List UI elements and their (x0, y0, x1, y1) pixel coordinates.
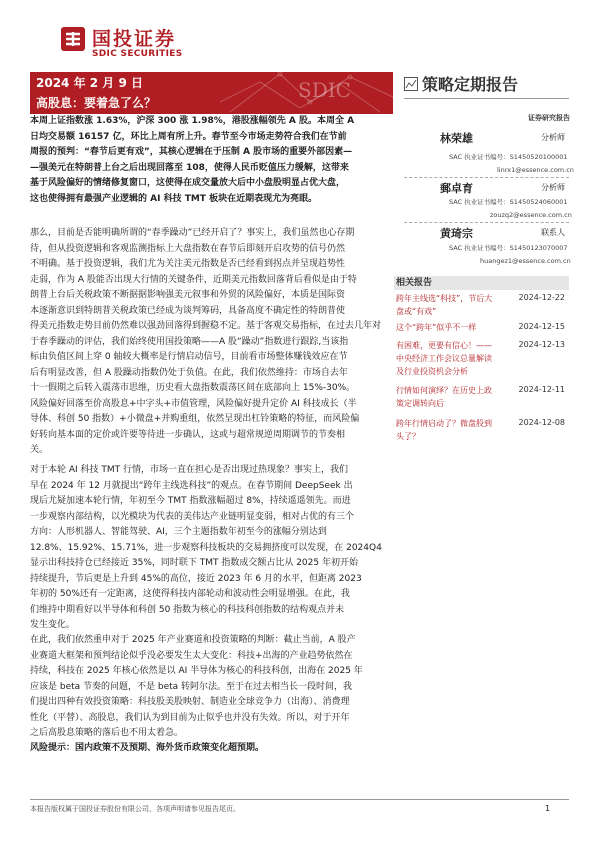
logo-text-en: SDIC SECURITIES (92, 49, 183, 59)
related-report-item[interactable] (394, 340, 569, 380)
related-report-date: 2024-12-22 (518, 293, 565, 302)
paragraph-summary (30, 114, 386, 207)
text-line: 走弱，作为 A 股能否出现大行情的关键条件，近期美元指数回落背后看似是由于特 (30, 274, 357, 285)
text-line: 十一假期之后转入震荡市思维，历史看大盘指数震荡区间在底部向上 15%-30%。 (30, 383, 356, 393)
text-line: 持续提升，节后更是上升到 45%的高位，接近 2023 年 6 月的水平，但距离 2023 (30, 573, 362, 584)
paragraph-body (30, 226, 386, 459)
related-report-item[interactable] (394, 293, 569, 321)
analyst-role: 联系人 (541, 228, 565, 237)
text-line: 好转向基本面的定价或许要等待进一步确认，这或与超常规逆周期调节的节奏相 (30, 429, 346, 440)
analyst-license: SAC 执业证书编号：S1450123070007 (449, 244, 568, 252)
page-number: 1 (545, 804, 551, 813)
related-report-item[interactable] (394, 322, 569, 336)
paragraph-body (30, 633, 386, 742)
divider (404, 98, 569, 99)
related-report-title: 策定调转向后 (396, 399, 444, 408)
text-line: 本周上证指数涨 1.63%，沪深 300 涨 1.98%，港股涨幅领先 A 股。本周全 A (30, 116, 355, 126)
text-line: 基于风险偏好的情绪修复窗口，这使得在成交量放大后中小盘股明显占优大盘， (30, 178, 346, 188)
text-line: 关。 (30, 445, 49, 455)
related-report-title: 头了？ (396, 432, 420, 441)
related-report-title: 盘或“有戏” (396, 307, 437, 316)
related-reports-title: 相关报告 (394, 276, 569, 290)
risk-warning-text: 风险提示：国内政策不及预期、海外货币政策变化超预期。 (30, 743, 265, 753)
related-report-title: 跨年行情启动了？微盘股到 (396, 419, 492, 428)
footer-disclaimer: 本报告版权属于国投证券股份有限公司，各项声明请参见报告尾页。 (30, 805, 240, 813)
text-line: 对于本轮 AI 科技 TMT 行情，市场一直在担心是否出现过热现象？事实上，我们 (30, 465, 349, 475)
text-line: 应该是 beta 节奏的问题，不是 beta 转阿尔法。至于在过去相当长一段时间，我 (30, 681, 353, 692)
related-report-title: 及行业投资机会分析 (396, 367, 468, 376)
related-report-title: 行情如何演绎？在历史上政 (396, 386, 492, 395)
text-line: 导体、科创 50 指数）+小微盘+并购重组，依然呈现出杠铃策略的特征，而风险偏 (30, 414, 360, 424)
text-line: 一步观察内部结构，以光模块为代表的美伟达产业链明显变弱，相对占优的有三个 (30, 511, 355, 522)
report-date: 2024 年 2 月 9 日 (36, 76, 143, 90)
divider (404, 222, 569, 223)
analyst-email[interactable]: zouzq2@essence.com.cn (490, 211, 572, 219)
text-line: 不明确。基于投资逻辑，我们尤为关注美元指数是否已经看到拐点并呈现趋势性 (30, 259, 346, 269)
related-report-title: 跨年主线选“科技”，节后大 (396, 294, 493, 303)
title-banner (30, 72, 393, 114)
text-line: 后有明显改善，但 A 股躁动指数仍处于负值。在此，我们依然维持：市场自去年 (30, 367, 348, 378)
paragraph-body (30, 463, 386, 634)
text-line: 日均交易额 16157 亿，环比上周有所上升。春节至今市场走势符合我们在节前 (30, 131, 347, 142)
text-line: 年初的 50%还有一定距离，这使得科技内部轮动和波动性会明显增强。在此，我 (30, 589, 350, 599)
text-line: —强美元在特朗普上台之后出现回落至 108，使得人民币贬值压力缓解，这带来 (30, 162, 349, 173)
related-report-date: 2024-12-08 (518, 418, 565, 427)
text-line: 标由负值区间上穿 0 轴较大概率是行情启动信号，目前看市场整体赚钱效应在节 (30, 352, 348, 362)
analyst-email[interactable]: huangez1@essence.com.cn (480, 257, 571, 265)
analyst-role: 分析师 (541, 183, 565, 192)
related-report-title: 有困难，更要有信心！—— (396, 341, 492, 350)
text-line: 待，但从投资逻辑和客观监测指标上大盘指数在春节后即刻开启攻势的信号仍然 (30, 243, 346, 254)
text-line: 现后尤疑加速本轮行情，年初至今 TMT 指数涨幅超过 8%，持续遥遥领先。而进 (30, 496, 351, 506)
related-report-title: 这个“跨年”似乎不一样 (396, 323, 477, 332)
text-line: 朗普上台后关税政策不断据据影响强美元叙事和外贸的风险偏好，本质是国际资 (30, 290, 346, 300)
divider (404, 177, 569, 178)
text-line: 持续，科技在 2025 年核心依然是以 AI 半导体为核心的科技科创，出海在 2025 年 (30, 666, 363, 676)
chart-box-icon (404, 77, 418, 91)
report-title: 高股息：要着急了么？ (36, 96, 157, 110)
analyst-license: SAC 执业证书编号：S1450520100001 (449, 153, 568, 161)
text-line: 性化（平替）、高股息，我们认为到目前为止似乎也并没有失效。所以，对于开年 (30, 712, 350, 723)
report-type (404, 72, 569, 98)
text-line: 们提出四种有效投资策略：科技股美股映射、制造业全球竞争力（出海）、消费理 (30, 697, 350, 707)
text-line: 那么，目前是否能明确所谓的“春季躁动”已经开启了？事实上，我们虽然也心存期 (30, 228, 355, 238)
related-report-item[interactable] (394, 418, 569, 446)
banner-watermark: SDIC (298, 78, 351, 102)
analyst-name: 郵卓育 (440, 182, 473, 195)
analyst-name: 黄琦宗 (440, 227, 473, 240)
logo-mark-icon (60, 26, 86, 52)
company-logo (60, 24, 190, 66)
related-report-date: 2024-12-15 (518, 322, 565, 331)
related-report-date: 2024-12-11 (518, 385, 565, 394)
text-line: 方向：人形机器人、智能驾驶、AI，三个主题指数年初至今的涨幅分别达到 (30, 527, 327, 537)
logo-text-cn: 国投证券 (92, 28, 177, 50)
text-line: 显示出科技持仓已经接近 35%，同时联下 TMT 指数成交额占比从 2025 年初开始 (30, 558, 358, 568)
related-report-date: 2024-12-13 (518, 340, 565, 349)
related-report-item[interactable] (394, 385, 569, 413)
text-line: 业赛道大框架和预判结论似乎没必要发生太大变化：科技+出海的产业趋势依然在 (30, 650, 353, 661)
footer-divider (30, 799, 569, 800)
related-report-title: 中央经济工作会议总量解读 (396, 354, 492, 363)
analyst-email[interactable]: linrx1@essence.com.cn (497, 166, 574, 174)
text-line: 早在 2024 年 12 月就提出“跨年主线选科技”的观点。在春节期间 DeepSeek 出 (30, 480, 353, 491)
text-line: 发生变化。 (30, 620, 76, 630)
text-line: 周报的预判：“春节后更有戏”，其核心逻辑在于压制 A 股市场的重要外部因素— (30, 147, 353, 157)
text-line: 在此，我们依然重申对于 2025 年产业赛道和投资策略的判断：截止当前，A 股产 (30, 635, 356, 645)
analyst-role: 分析师 (541, 133, 565, 142)
analyst-license: SAC 执业证书编号：S1450524060001 (449, 198, 568, 206)
text-line: 本逐渐意识到特朗普关税政策已经成为谈判筹码，具备高度不确定性的特朗普使 (30, 305, 346, 316)
text-line: 之后高股息策略的落后也不用太着急。 (30, 728, 184, 738)
report-type-label: 策略定期报告 (422, 75, 519, 94)
risk-warning (30, 741, 386, 757)
text-line: 们维持中期看好以半导体和科创 50 指数为核心的科技科创指数的结构观点并未 (30, 604, 345, 615)
text-line: 得美元指数走势目前仍然难以强劲回落得到握稳不定。基于客观交易指标，在过去几年对 (30, 321, 382, 331)
text-line: 于春季躁动的评估，我们始终使用国投策略——A 股“躁动”指数进行跟踪,当该指 (30, 336, 349, 347)
text-line: 风险偏好回落至价高股息+中字头+市值管理，风险偏好提升定价 AI 科技成长（半 (30, 398, 357, 409)
text-line: 12.8%、15.92%、15.71%，进一步观察科技板块的交易拥挤度可以发现，在 2024Q4 (30, 542, 382, 553)
analyst-name: 林荣雄 (440, 132, 473, 145)
text-line: 这也使得拥有最强产业逻辑的 AI 科技 TMT 板块在近期表现尤为亮眼。 (30, 193, 318, 204)
report-subtitle: 证券研究报告 (528, 114, 570, 122)
